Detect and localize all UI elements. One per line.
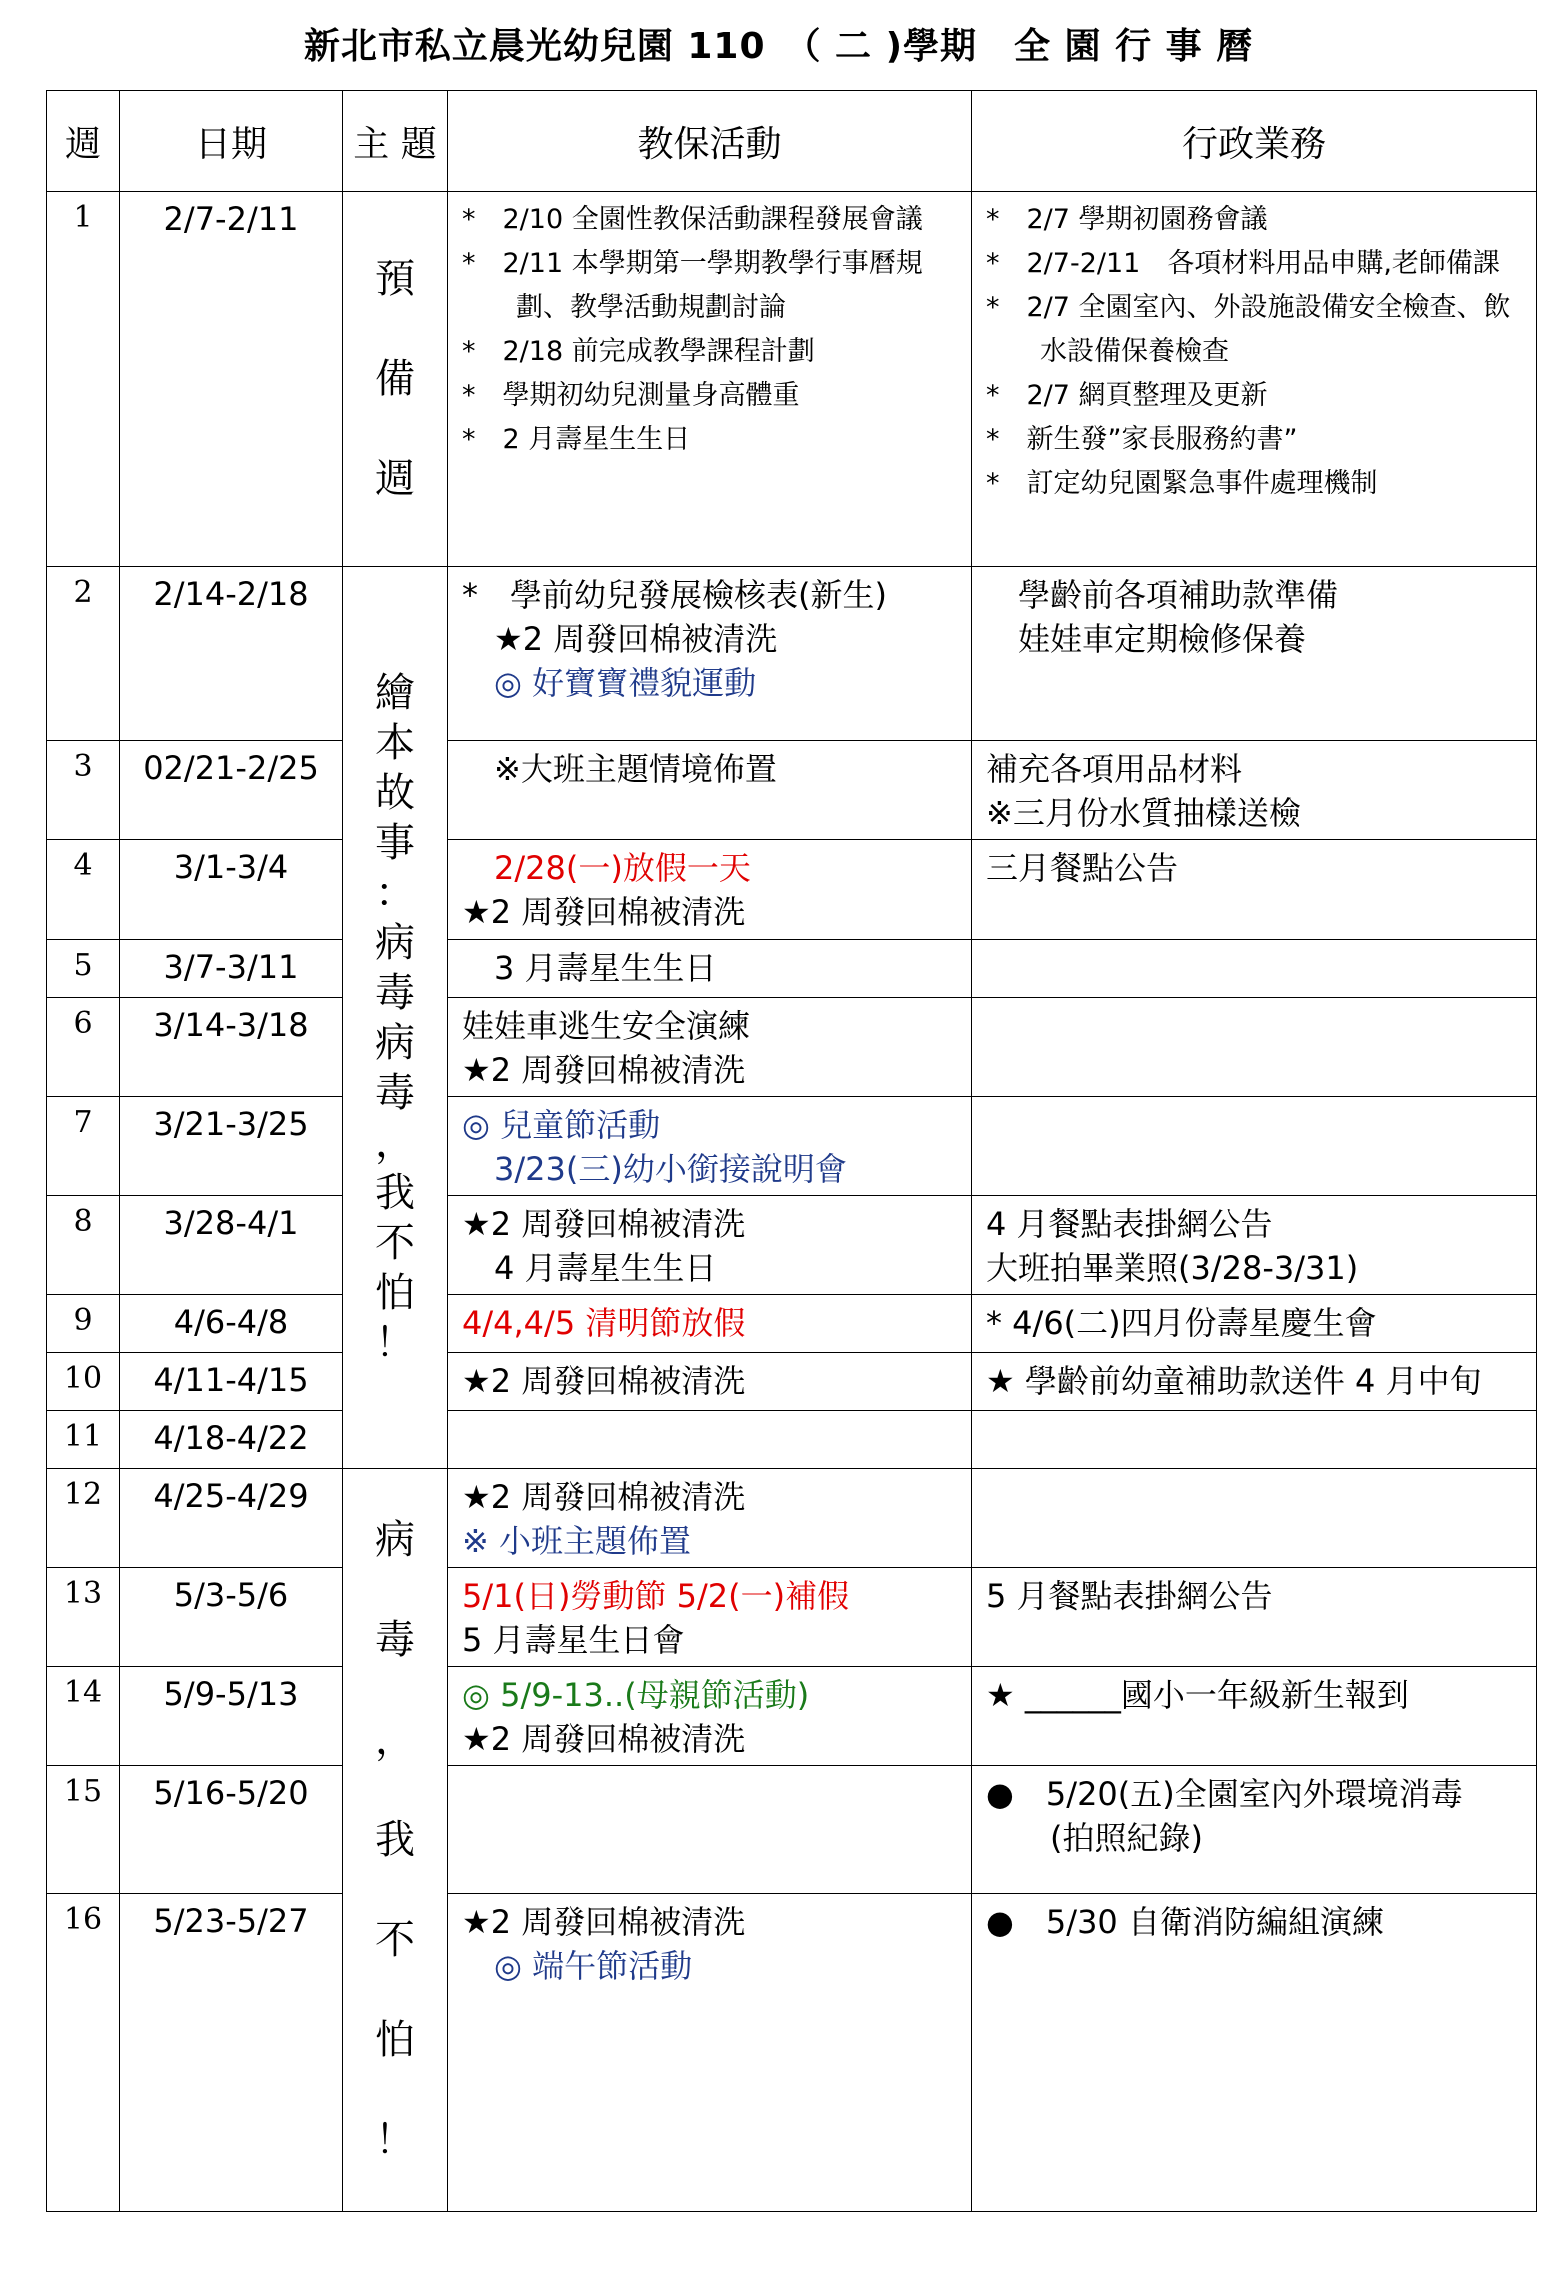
admin-cell	[972, 1353, 1537, 1411]
edu-line: 4/4,4/5 清明節放假	[462, 1304, 746, 1342]
header-row	[47, 91, 1537, 192]
table-row	[47, 1568, 1537, 1667]
admin-line: * 4/6(二)四月份壽星慶生會	[986, 1304, 1377, 1342]
week-date-range: 4/11-4/15	[120, 1353, 343, 1411]
edu-line: ★2 周發回棉被清洗	[462, 1720, 746, 1758]
admin-line: * 2/7 學期初園務會議	[986, 204, 1268, 235]
edu-line: 4 月壽星生生日	[462, 1249, 717, 1287]
week-number: 1	[47, 192, 120, 567]
theme-text: 預 備 週	[375, 256, 415, 502]
edu-cell	[448, 1667, 972, 1766]
admin-cell	[972, 1196, 1537, 1295]
edu-line: 劃、教學活動規劃討論	[462, 292, 786, 323]
admin-line: * 2/7 全園室內、外設施設備安全檢查、飲	[986, 292, 1511, 323]
edu-line: ◎ 端午節活動	[462, 1947, 693, 1985]
table-row	[47, 1411, 1537, 1469]
admin-cell	[972, 1766, 1537, 1894]
week-number: 6	[47, 998, 120, 1097]
admin-line: 補充各項用品材料	[986, 750, 1243, 788]
edu-line: 5 月壽星生日會	[462, 1621, 685, 1659]
table-row	[47, 1469, 1537, 1568]
admin-line: ● 5/20(五)全園室內外環境消毒	[986, 1775, 1463, 1813]
edu-cell	[448, 1894, 972, 2212]
table-row	[47, 1097, 1537, 1196]
admin-cell	[972, 1295, 1537, 1353]
edu-line: 5/1(日)勞動節 5/2(一)補假	[462, 1577, 850, 1615]
edu-cell	[448, 567, 972, 741]
week-number: 16	[47, 1894, 120, 2212]
admin-line: (拍照紀錄)	[986, 1819, 1203, 1857]
edu-line: * 2/11 本學期第一學期教學行事曆規	[462, 248, 923, 279]
admin-cell	[972, 1469, 1537, 1568]
admin-line: * 2/7 網頁整理及更新	[986, 380, 1268, 411]
edu-line: ★2 周發回棉被清洗	[462, 1362, 746, 1400]
admin-line: * 2/7-2/11 各項材料用品申購,老師備課	[986, 248, 1500, 279]
week-number: 2	[47, 567, 120, 741]
week-number: 4	[47, 840, 120, 940]
table-row	[47, 998, 1537, 1097]
week-date-range: 2/7-2/11	[120, 192, 343, 567]
week-number: 15	[47, 1766, 120, 1894]
week-date-range: 5/9-5/13	[120, 1667, 343, 1766]
week-number: 11	[47, 1411, 120, 1469]
edu-cell	[448, 1766, 972, 1894]
edu-line: ※ 小班主題佈置	[462, 1522, 691, 1560]
edu-line: ★2 周發回棉被清洗	[462, 1903, 746, 1941]
edu-cell	[448, 1353, 972, 1411]
admin-cell	[972, 192, 1537, 567]
week-date-range: 3/1-3/4	[120, 840, 343, 940]
edu-line: * 2/10 全園性教保活動課程發展會議	[462, 204, 923, 235]
edu-line: 3 月壽星生生日	[462, 949, 717, 987]
week-number: 13	[47, 1568, 120, 1667]
admin-cell	[972, 998, 1537, 1097]
week-date-range: 3/21-3/25	[120, 1097, 343, 1196]
edu-line: * 2 月壽星生生日	[462, 424, 691, 455]
admin-line: 水設備保養檢查	[986, 336, 1229, 367]
week-number: 5	[47, 940, 120, 998]
header-admin: 行政業務	[972, 91, 1537, 192]
week-number: 7	[47, 1097, 120, 1196]
week-number: 10	[47, 1353, 120, 1411]
table-row	[47, 1295, 1537, 1353]
admin-cell	[972, 1894, 1537, 2212]
week-number: 12	[47, 1469, 120, 1568]
week-date-range: 4/25-4/29	[120, 1469, 343, 1568]
admin-line: 5 月餐點表掛網公告	[986, 1577, 1273, 1615]
admin-cell	[972, 840, 1537, 940]
week-date-range: 3/28-4/1	[120, 1196, 343, 1295]
calendar-table	[46, 90, 1537, 2212]
header-week: 週	[47, 91, 120, 192]
edu-line: ★2 周發回棉被清洗	[462, 620, 778, 658]
edu-cell	[448, 741, 972, 840]
admin-line: ● 5/30 自衛消防編組演練	[986, 1903, 1384, 1941]
header-theme: 主 題	[343, 91, 448, 192]
edu-cell	[448, 1295, 972, 1353]
admin-line: 4 月餐點表掛網公告	[986, 1205, 1273, 1243]
week-date-range: 3/14-3/18	[120, 998, 343, 1097]
edu-line: ◎ 5/9-13..(母親節活動)	[462, 1676, 810, 1714]
admin-line: ※三月份水質抽樣送檢	[986, 794, 1301, 832]
edu-cell	[448, 1469, 972, 1568]
table-row	[47, 1766, 1537, 1894]
admin-line: * 新生發”家長服務約書”	[986, 424, 1298, 455]
week-date-range: 4/18-4/22	[120, 1411, 343, 1469]
admin-line: 大班拍畢業照(3/28-3/31)	[986, 1249, 1359, 1287]
edu-cell	[448, 840, 972, 940]
header-edu: 教保活動	[448, 91, 972, 192]
edu-line: ★2 周發回棉被清洗	[462, 1478, 746, 1516]
table-row	[47, 940, 1537, 998]
admin-line: * 訂定幼兒園緊急事件處理機制	[986, 468, 1378, 499]
theme-text: 病 毒 ， 我 不 怕 ！	[375, 1517, 415, 2163]
edu-line: ※大班主題情境佈置	[462, 750, 777, 788]
week-date-range: 2/14-2/18	[120, 567, 343, 741]
admin-line: 三月餐點公告	[986, 849, 1179, 887]
edu-line: ★2 周發回棉被清洗	[462, 893, 746, 931]
table-row	[47, 1667, 1537, 1766]
edu-cell	[448, 1097, 972, 1196]
week-date-range: 4/6-4/8	[120, 1295, 343, 1353]
table-row	[47, 1353, 1537, 1411]
theme-cell-t2	[343, 567, 448, 1469]
table-row	[47, 741, 1537, 840]
edu-cell	[448, 192, 972, 567]
edu-line: * 2/18 前完成教學課程計劃	[462, 336, 815, 367]
week-number: 3	[47, 741, 120, 840]
admin-line: ★ ______國小一年級新生報到	[986, 1676, 1409, 1714]
admin-cell	[972, 567, 1537, 741]
edu-line: * 學前幼兒發展檢核表(新生)	[462, 576, 887, 614]
admin-cell	[972, 940, 1537, 998]
edu-cell	[448, 998, 972, 1097]
admin-cell	[972, 1411, 1537, 1469]
edu-line: 3/23(三)幼小銜接說明會	[462, 1150, 847, 1188]
header-date: 日期	[120, 91, 343, 192]
admin-line: 娃娃車定期檢修保養	[986, 620, 1307, 658]
edu-line: ★2 周發回棉被清洗	[462, 1051, 746, 1089]
week-date-range: 3/7-3/11	[120, 940, 343, 998]
table-row	[47, 840, 1537, 940]
admin-line: ★ 學齡前幼童補助款送件 4 月中旬	[986, 1362, 1482, 1400]
week-date-range: 5/16-5/20	[120, 1766, 343, 1894]
admin-cell	[972, 1097, 1537, 1196]
admin-line: 學齡前各項補助款準備	[986, 576, 1339, 614]
edu-line: ★2 周發回棉被清洗	[462, 1205, 746, 1243]
week-number: 8	[47, 1196, 120, 1295]
edu-cell	[448, 1196, 972, 1295]
edu-line: 娃娃車逃生安全演練	[462, 1007, 751, 1045]
admin-cell	[972, 1667, 1537, 1766]
theme-cell-t1	[343, 192, 448, 567]
table-row	[47, 1894, 1537, 2212]
theme-cell-t3	[343, 1469, 448, 2212]
page-title: 新北市私立晨光幼兒園 110 （ 二 )學期 全 園 行 事 曆	[303, 26, 1254, 67]
edu-cell	[448, 1411, 972, 1469]
table-row	[47, 567, 1537, 741]
edu-cell	[448, 1568, 972, 1667]
edu-line: * 學期初幼兒測量身高體重	[462, 380, 800, 411]
edu-line: ◎ 兒童節活動	[462, 1106, 661, 1144]
theme-text: 繪 本 故 事 ： 病 毒 病 毒 ， 我 不 怕 ！	[375, 669, 415, 1366]
week-date-range: 5/3-5/6	[120, 1568, 343, 1667]
admin-cell	[972, 1568, 1537, 1667]
edu-line: 2/28(一)放假一天	[462, 849, 751, 887]
edu-line: ◎ 好寶寶禮貌運動	[462, 664, 757, 702]
table-row	[47, 1196, 1537, 1295]
week-number: 9	[47, 1295, 120, 1353]
week-date-range: 5/23-5/27	[120, 1894, 343, 2212]
week-date-range: 02/21-2/25	[120, 741, 343, 840]
edu-cell	[448, 940, 972, 998]
week-number: 14	[47, 1667, 120, 1766]
admin-cell	[972, 741, 1537, 840]
table-row	[47, 192, 1537, 567]
